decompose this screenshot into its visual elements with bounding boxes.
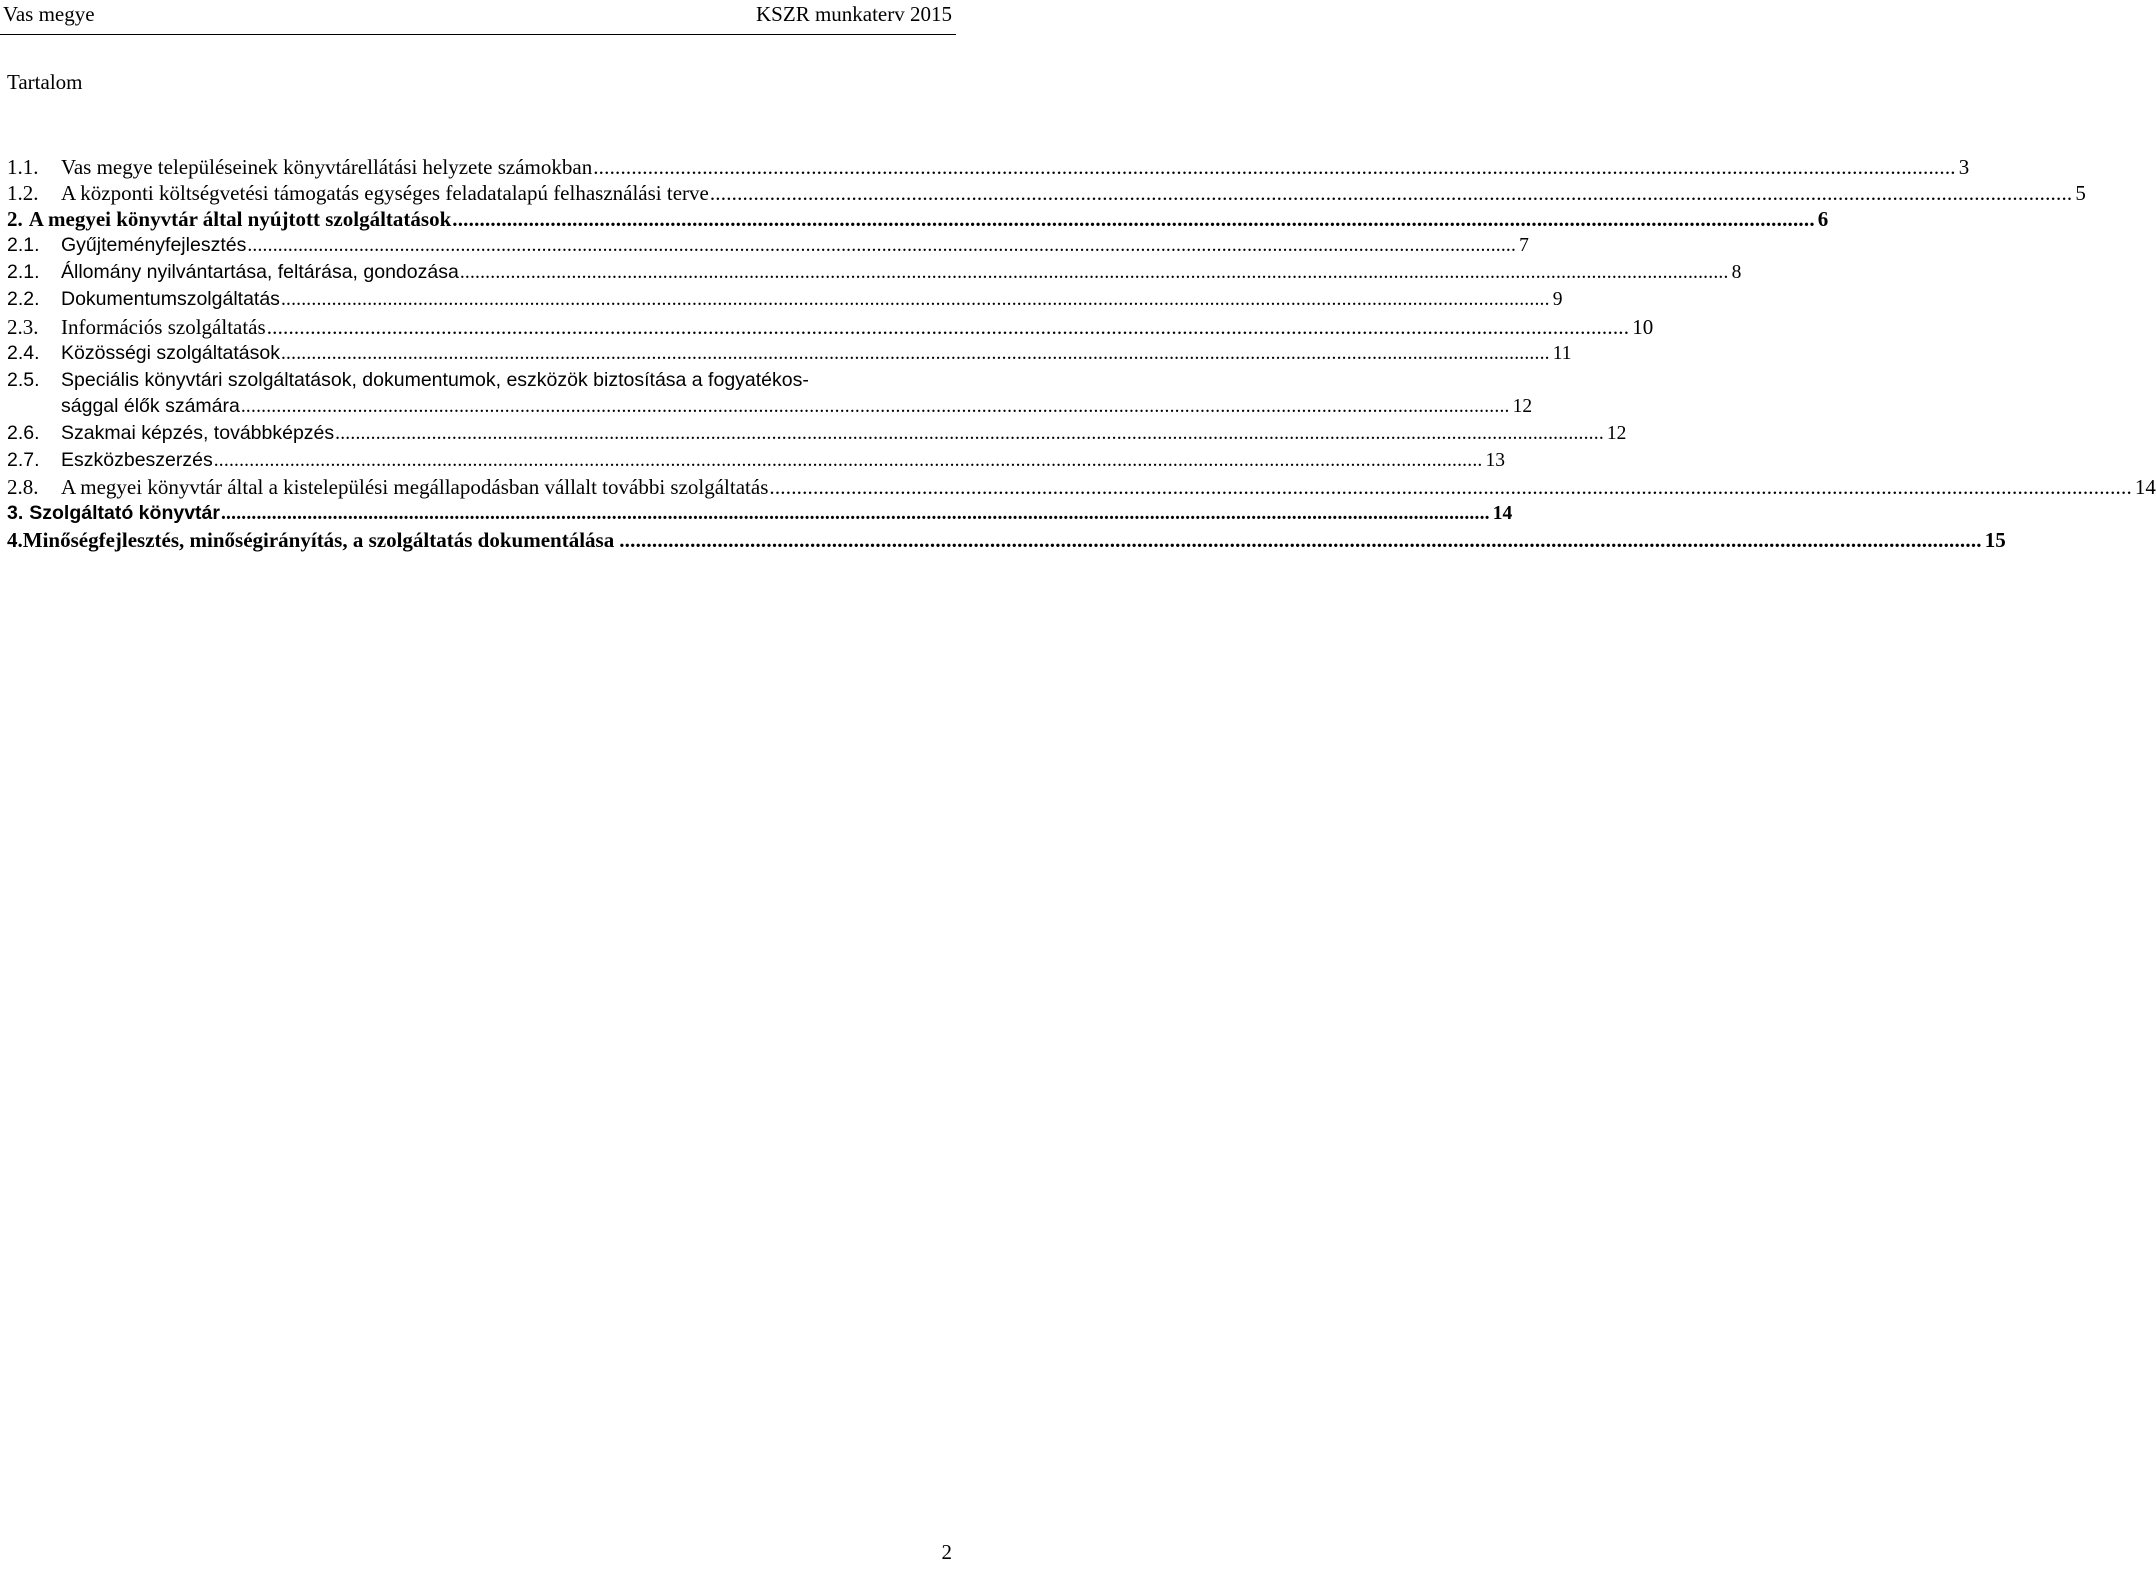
toc-entry-page: 3 <box>1958 155 1970 179</box>
toc-entry-1-1[interactable] <box>7 154 1970 180</box>
toc-entry-2-5[interactable] <box>7 367 1533 420</box>
toc-entry-page: 12 <box>1606 422 1627 444</box>
toc-dot-leader <box>710 180 2073 206</box>
toc-entry-number: 2.2. <box>7 288 40 311</box>
toc-entry-page: 12 <box>1512 395 1533 417</box>
toc-entry-2-1b[interactable] <box>7 259 1742 286</box>
toc-dot-leader <box>769 474 2132 500</box>
toc-entry-title: Dokumentumszolgáltatás <box>61 288 280 311</box>
toc-entry-title: Gyűjteményfejlesztés <box>61 234 247 257</box>
toc-entry-number: 2.8. <box>7 475 39 500</box>
toc-entry-3[interactable] <box>7 500 1513 527</box>
toc-entry-title: A megyei könyvtár által nyújtott szolgáltatások <box>28 207 452 232</box>
toc-entry-number: 2.1. <box>7 234 40 257</box>
toc-entry-page: 8 <box>1731 262 1742 284</box>
toc-dot-leader <box>460 260 1729 286</box>
toc-entry-1-2[interactable] <box>7 180 2086 206</box>
toc-dot-leader <box>281 287 1550 313</box>
toc-entry-number: 1.1. <box>7 155 39 179</box>
toc-title: Tartalom <box>7 70 83 94</box>
toc-entry-number: 2. <box>7 207 23 232</box>
toc-entry-number: 1.2. <box>7 181 39 206</box>
table-of-contents <box>7 154 2156 553</box>
toc-entry-title: Szolgáltató könyvtár <box>29 502 220 525</box>
toc-entry-title: A megyei könyvtár által a kistelepülési megállapodásban vállalt további szolgáltatás <box>61 475 769 500</box>
toc-entry-page: 6 <box>1817 207 1829 232</box>
toc-entry-page: 13 <box>1485 450 1505 472</box>
toc-entry-number: 2.5. <box>7 368 40 391</box>
toc-entry-number: 2.6. <box>7 421 40 444</box>
toc-entry-title: A központi költségvetési támogatás egységes feladatalapú felhasználási terve <box>61 181 709 206</box>
toc-entry-2-8[interactable] <box>7 474 2156 500</box>
toc-entry-page: 10 <box>1632 314 1654 339</box>
toc-entry-4[interactable] <box>7 527 2006 553</box>
toc-dot-leader <box>335 421 1604 447</box>
toc-entry-page: 15 <box>1984 528 2006 553</box>
toc-dot-leader <box>267 314 1630 340</box>
toc-entry-number: 2.7. <box>7 449 40 472</box>
toc-entry-title: Állomány nyilvántartása, feltárása, gondozása <box>61 261 459 284</box>
page-number: 2 <box>941 1540 952 1564</box>
toc-entry-number: 2.3. <box>7 314 39 339</box>
page-header <box>0 0 956 35</box>
toc-dot-leader <box>247 233 1516 259</box>
toc-entry-title: Közösségi szolgáltatások <box>61 341 280 364</box>
header-right-text: KSZR munkaterv 2015 <box>756 2 952 26</box>
toc-entry-2-4[interactable] <box>7 340 1572 367</box>
toc-entry-title: Szakmai képzés, továbbképzés <box>61 421 335 444</box>
toc-dot-leader <box>241 394 1510 420</box>
toc-entry-title: Eszközbeszerzés <box>61 449 213 472</box>
toc-entry-page: 14 <box>1492 503 1513 525</box>
toc-entry-2-7[interactable] <box>7 447 1505 474</box>
toc-entry-number: 3. <box>7 502 24 525</box>
toc-entry-2-6[interactable] <box>7 420 1627 447</box>
toc-dot-leader <box>619 527 1982 553</box>
toc-dot-leader <box>452 206 1815 232</box>
toc-entry-title: Információs szolgáltatás <box>61 314 266 339</box>
toc-entry-title: Minőségfejlesztés, minőségirányítás, a szolgáltatás dokumentálása <box>22 528 615 553</box>
toc-dot-leader <box>281 341 1550 367</box>
toc-dot-leader <box>214 448 1483 474</box>
toc-entry-number: 2.1. <box>7 261 40 284</box>
toc-entry-page: 7 <box>1519 235 1529 257</box>
toc-entry-2[interactable] <box>7 206 1829 232</box>
toc-entry-title: Vas megye településeinek könyvtárellátási helyzete számokban <box>61 155 593 179</box>
toc-dot-leader <box>593 154 1956 180</box>
toc-entry-title-continuation: sággal élők számára <box>61 394 240 417</box>
toc-entry-page: 9 <box>1552 289 1563 311</box>
toc-entry-number: 4. <box>7 528 23 553</box>
toc-entry-number: 2.4. <box>7 341 40 364</box>
toc-entry-2-3[interactable] <box>7 314 1654 340</box>
toc-entry-page: 11 <box>1552 342 1572 364</box>
header-left-text: Vas megye <box>3 2 95 26</box>
toc-entry-2-1a[interactable] <box>7 232 1529 259</box>
toc-entry-page: 14 <box>2134 475 2156 500</box>
toc-entry-2-2[interactable] <box>7 286 1563 313</box>
toc-dot-leader <box>221 501 1490 527</box>
toc-entry-title: Speciális könyvtári szolgáltatások, dokumentumok, eszközök biztosítása a fogyatékos- <box>61 368 809 391</box>
toc-entry-page: 5 <box>2075 181 2086 206</box>
